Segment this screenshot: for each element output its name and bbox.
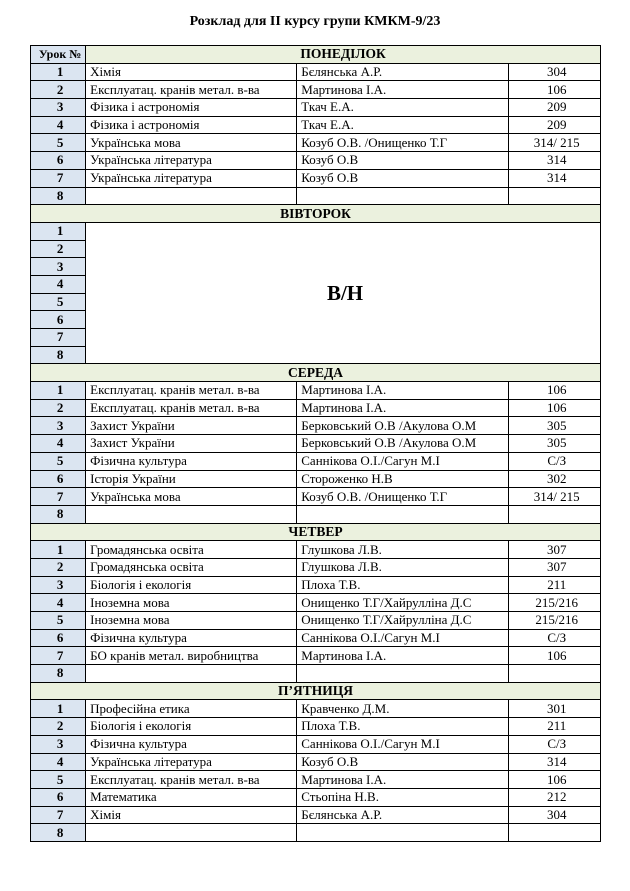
room-cell: 212 bbox=[509, 788, 601, 806]
subject-cell: Українська література bbox=[86, 169, 297, 187]
lesson-number: 7 bbox=[31, 329, 86, 347]
room-cell: С/З bbox=[509, 735, 601, 753]
lesson-row bbox=[31, 735, 601, 753]
lesson-number: 8 bbox=[31, 346, 86, 364]
day-header-row bbox=[31, 205, 601, 223]
teacher-cell: Козуб О.В bbox=[297, 753, 509, 771]
room-cell: 106 bbox=[509, 399, 601, 417]
subject-cell: Біологія і екологія bbox=[86, 718, 297, 736]
lesson-number: 2 bbox=[31, 718, 86, 736]
room-cell: 305 bbox=[509, 417, 601, 435]
lesson-row bbox=[31, 824, 601, 842]
subject-cell bbox=[86, 824, 297, 842]
lesson-number: 2 bbox=[31, 558, 86, 576]
room-cell: 314 bbox=[509, 753, 601, 771]
lesson-number: 6 bbox=[31, 629, 86, 647]
subject-cell bbox=[86, 187, 297, 205]
lesson-number: 6 bbox=[31, 470, 86, 488]
subject-cell: Захист України bbox=[86, 417, 297, 435]
subject-cell bbox=[86, 505, 297, 523]
room-cell: С/З bbox=[509, 629, 601, 647]
lesson-row bbox=[31, 629, 601, 647]
room-cell: 215/216 bbox=[509, 612, 601, 630]
subject-cell: Іноземна мова bbox=[86, 612, 297, 630]
lesson-number: 4 bbox=[31, 753, 86, 771]
lesson-row bbox=[31, 558, 601, 576]
teacher-cell: Саннікова О.І./Сагун М.І bbox=[297, 629, 509, 647]
room-cell: 209 bbox=[509, 116, 601, 134]
subject-cell: Хімія bbox=[86, 806, 297, 824]
day-header-row bbox=[31, 364, 601, 382]
lesson-row bbox=[31, 99, 601, 117]
lesson-number: 5 bbox=[31, 134, 86, 152]
lesson-number: 2 bbox=[31, 240, 86, 258]
lesson-number: 4 bbox=[31, 594, 86, 612]
schedule-table bbox=[30, 45, 601, 842]
lesson-row bbox=[31, 187, 601, 205]
lesson-row bbox=[31, 612, 601, 630]
lesson-row bbox=[31, 470, 601, 488]
room-cell: 314/ 215 bbox=[509, 488, 601, 506]
subject-cell: Історія України bbox=[86, 470, 297, 488]
no-classes-merged-cell: В/Н bbox=[86, 222, 601, 364]
room-cell: 302 bbox=[509, 470, 601, 488]
lesson-row bbox=[31, 382, 601, 400]
room-cell: 314/ 215 bbox=[509, 134, 601, 152]
subject-cell: Експлуатац. кранів метал. в-ва bbox=[86, 399, 297, 417]
room-cell bbox=[509, 824, 601, 842]
subject-cell: Математика bbox=[86, 788, 297, 806]
teacher-cell: Козуб О.В. /Онищенко Т.Г bbox=[297, 488, 509, 506]
teacher-cell: Плоха Т.В. bbox=[297, 718, 509, 736]
lesson-number: 2 bbox=[31, 399, 86, 417]
lesson-row bbox=[31, 806, 601, 824]
teacher-cell: Берковський О.В /Акулова О.М bbox=[297, 417, 509, 435]
lesson-number: 8 bbox=[31, 187, 86, 205]
subject-cell: Хімія bbox=[86, 63, 297, 81]
lesson-number: 8 bbox=[31, 505, 86, 523]
lesson-number: 6 bbox=[31, 152, 86, 170]
lesson-number: 8 bbox=[31, 824, 86, 842]
day-header: ЧЕТВЕР bbox=[31, 523, 601, 541]
teacher-cell: Саннікова О.І./Сагун М.І bbox=[297, 735, 509, 753]
lesson-number: 3 bbox=[31, 258, 86, 276]
lesson-row bbox=[31, 771, 601, 789]
lesson-row bbox=[31, 116, 601, 134]
lesson-row bbox=[31, 505, 601, 523]
lesson-row bbox=[31, 81, 601, 99]
lesson-row bbox=[31, 718, 601, 736]
lesson-number: 4 bbox=[31, 435, 86, 453]
teacher-cell: Козуб О.В. /Онищенко Т.Г bbox=[297, 134, 509, 152]
lesson-row bbox=[31, 417, 601, 435]
teacher-cell: Бєлянська А.Р. bbox=[297, 63, 509, 81]
lesson-number: 3 bbox=[31, 417, 86, 435]
teacher-cell: Саннікова О.І./Сагун М.І bbox=[297, 452, 509, 470]
lesson-number: 7 bbox=[31, 647, 86, 665]
schedule-body bbox=[31, 46, 601, 842]
lesson-number: 5 bbox=[31, 771, 86, 789]
teacher-cell bbox=[297, 187, 509, 205]
teacher-cell: Глушкова Л.В. bbox=[297, 541, 509, 559]
subject-cell: Громадянська освіта bbox=[86, 558, 297, 576]
teacher-cell: Глушкова Л.В. bbox=[297, 558, 509, 576]
room-cell: 211 bbox=[509, 576, 601, 594]
teacher-cell: Ткач Е.А. bbox=[297, 99, 509, 117]
lesson-number: 1 bbox=[31, 222, 86, 240]
teacher-cell: Онищенко Т.Г/Хайрулліна Д.С bbox=[297, 612, 509, 630]
subject-cell: Громадянська освіта bbox=[86, 541, 297, 559]
page-title: Розклад для ІІ курсу групи КМКМ-9/23 bbox=[189, 14, 441, 29]
subject-cell: Професійна етика bbox=[86, 700, 297, 718]
subject-cell: Експлуатац. кранів метал. в-ва bbox=[86, 382, 297, 400]
teacher-cell: Берковський О.В /Акулова О.М bbox=[297, 435, 509, 453]
teacher-cell: Мартинова І.А. bbox=[297, 771, 509, 789]
lesson-row bbox=[31, 753, 601, 771]
day-header: СЕРЕДА bbox=[31, 364, 601, 382]
day-header: ПОНЕДІЛОК bbox=[86, 46, 601, 64]
room-cell: 307 bbox=[509, 541, 601, 559]
room-cell bbox=[509, 187, 601, 205]
day-header-row bbox=[31, 523, 601, 541]
room-cell: 301 bbox=[509, 700, 601, 718]
lesson-number-header: Урок № bbox=[31, 46, 86, 64]
teacher-cell bbox=[297, 665, 509, 683]
lesson-row bbox=[31, 488, 601, 506]
room-cell: 209 bbox=[509, 99, 601, 117]
lesson-number: 6 bbox=[31, 788, 86, 806]
subject-cell: Біологія і екологія bbox=[86, 576, 297, 594]
teacher-cell bbox=[297, 505, 509, 523]
room-cell: 106 bbox=[509, 382, 601, 400]
teacher-cell: Козуб О.В bbox=[297, 152, 509, 170]
lesson-number: 5 bbox=[31, 612, 86, 630]
room-cell: 304 bbox=[509, 806, 601, 824]
subject-cell: БО кранів метал. виробництва bbox=[86, 647, 297, 665]
room-cell bbox=[509, 665, 601, 683]
room-cell: 314 bbox=[509, 169, 601, 187]
lesson-number: 7 bbox=[31, 806, 86, 824]
room-cell: 106 bbox=[509, 771, 601, 789]
lesson-number: 4 bbox=[31, 116, 86, 134]
room-cell: 307 bbox=[509, 558, 601, 576]
room-cell: 106 bbox=[509, 647, 601, 665]
subject-cell: Українська мова bbox=[86, 488, 297, 506]
teacher-cell: Ткач Е.А. bbox=[297, 116, 509, 134]
teacher-cell: Мартинова І.А. bbox=[297, 399, 509, 417]
lesson-row bbox=[31, 576, 601, 594]
subject-cell: Українська мова bbox=[86, 134, 297, 152]
subject-cell: Експлуатац. кранів метал. в-ва bbox=[86, 81, 297, 99]
lesson-number: 3 bbox=[31, 576, 86, 594]
subject-cell: Захист України bbox=[86, 435, 297, 453]
lesson-row bbox=[31, 452, 601, 470]
header-row bbox=[31, 46, 601, 64]
lesson-number: 1 bbox=[31, 700, 86, 718]
teacher-cell: Плоха Т.В. bbox=[297, 576, 509, 594]
lesson-row bbox=[31, 788, 601, 806]
lesson-row bbox=[31, 169, 601, 187]
lesson-number: 5 bbox=[31, 293, 86, 311]
lesson-number: 1 bbox=[31, 63, 86, 81]
teacher-cell: Стьопіна Н.В. bbox=[297, 788, 509, 806]
subject-cell: Експлуатац. кранів метал. в-ва bbox=[86, 771, 297, 789]
lesson-row bbox=[31, 435, 601, 453]
lesson-number: 1 bbox=[31, 382, 86, 400]
teacher-cell: Мартинова І.А. bbox=[297, 647, 509, 665]
lesson-row bbox=[31, 399, 601, 417]
subject-cell: Українська література bbox=[86, 152, 297, 170]
teacher-cell: Кравченко Д.М. bbox=[297, 700, 509, 718]
lesson-row bbox=[31, 222, 601, 240]
lesson-row bbox=[31, 700, 601, 718]
teacher-cell: Онищенко Т.Г/Хайрулліна Д.С bbox=[297, 594, 509, 612]
lesson-row bbox=[31, 541, 601, 559]
lesson-number: 1 bbox=[31, 541, 86, 559]
subject-cell: Фізика і астрономія bbox=[86, 116, 297, 134]
day-header: П’ЯТНИЦЯ bbox=[31, 682, 601, 700]
subject-cell: Українська література bbox=[86, 753, 297, 771]
subject-cell: Фізична культура bbox=[86, 735, 297, 753]
lesson-number: 6 bbox=[31, 311, 86, 329]
lesson-number: 4 bbox=[31, 275, 86, 293]
lesson-number: 8 bbox=[31, 665, 86, 683]
lesson-row bbox=[31, 63, 601, 81]
teacher-cell: Мартинова І.А. bbox=[297, 382, 509, 400]
lesson-number: 3 bbox=[31, 99, 86, 117]
lesson-number: 2 bbox=[31, 81, 86, 99]
teacher-cell: Козуб О.В bbox=[297, 169, 509, 187]
day-header: ВІВТОРОК bbox=[31, 205, 601, 223]
lesson-row bbox=[31, 647, 601, 665]
room-cell: 305 bbox=[509, 435, 601, 453]
lesson-row bbox=[31, 134, 601, 152]
teacher-cell: Стороженко Н.В bbox=[297, 470, 509, 488]
room-cell: 314 bbox=[509, 152, 601, 170]
lesson-row bbox=[31, 665, 601, 683]
subject-cell: Фізична культура bbox=[86, 452, 297, 470]
lesson-number: 5 bbox=[31, 452, 86, 470]
teacher-cell bbox=[297, 824, 509, 842]
room-cell: 304 bbox=[509, 63, 601, 81]
room-cell: С/З bbox=[509, 452, 601, 470]
subject-cell: Іноземна мова bbox=[86, 594, 297, 612]
lesson-row bbox=[31, 152, 601, 170]
subject-cell bbox=[86, 665, 297, 683]
lesson-row bbox=[31, 594, 601, 612]
subject-cell: Фізика і астрономія bbox=[86, 99, 297, 117]
room-cell: 106 bbox=[509, 81, 601, 99]
room-cell: 211 bbox=[509, 718, 601, 736]
lesson-number: 7 bbox=[31, 488, 86, 506]
subject-cell: Фізична культура bbox=[86, 629, 297, 647]
room-cell: 215/216 bbox=[509, 594, 601, 612]
day-header-row bbox=[31, 682, 601, 700]
lesson-number: 7 bbox=[31, 169, 86, 187]
lesson-number: 3 bbox=[31, 735, 86, 753]
teacher-cell: Бєлянська А.Р. bbox=[297, 806, 509, 824]
room-cell bbox=[509, 505, 601, 523]
teacher-cell: Мартинова І.А. bbox=[297, 81, 509, 99]
